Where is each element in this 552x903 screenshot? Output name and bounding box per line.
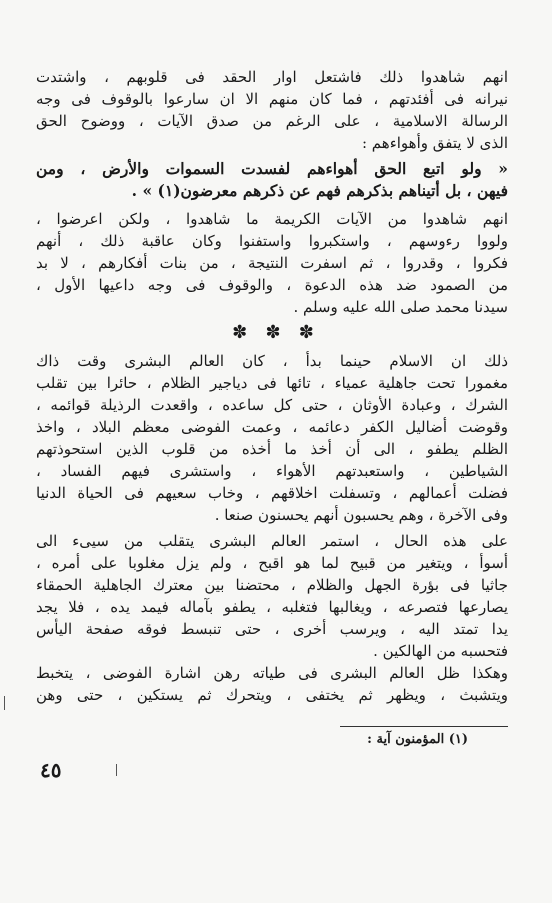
footnote: (١) المؤمنون آية :: [367, 732, 468, 747]
paragraph-line: جاثيا فى بؤرة الجهل والظلام ، محتضنا بين معترك الجاهلية الحمقاء: [36, 576, 508, 594]
paragraph-line: الرسالة الاسلامية ، على الرغم من صدق الآيات ، ووضوح الحق: [36, 112, 508, 130]
paragraph-line: مغمورا تحت جاهلية عمياء ، تائها فى دياجير الظلام ، حائرا بين تقلب: [36, 374, 508, 392]
paragraph-1: [36, 66, 508, 154]
paragraph-line: على هذه الحال ، استمر العالم البشرى يتقلب من سيىء الى: [36, 532, 508, 550]
paragraph-line: نيرانه فى أفئدتهم ، فما كان منهم الا ان سارعوا بالوقوف فى وجه: [36, 90, 508, 108]
paragraph-line: فتحسبه من الهالكين .: [373, 642, 508, 660]
paragraph-3: [36, 350, 508, 526]
paragraph-line: الشياطين ، واستعبدتهم الأهواء ، واستشرى فيهم الفساد ،: [36, 462, 508, 480]
paragraph-4: [36, 530, 508, 662]
paragraph-5: [36, 662, 508, 706]
paragraph-line: انهم شاهدوا ذلك فاشتعل اوار الحقد فى قلوبهم ، واشتدت: [36, 68, 508, 86]
paragraph-line: فضلت أعمالهم ، وتسفلت اخلاقهم ، وخاب سعيهم فى الحياة الدنيا: [36, 484, 508, 502]
footnote-separator: [340, 726, 508, 727]
paragraph-line: يدا تمتد اليه ، ويرسب أخرى ، حتى تنبسط فوقه صفحة اليأس: [36, 620, 508, 638]
paragraph-line: فكروا ، وقدروا ، ثم اسفرت النتيجة ، من بنات أفكارهم ، لا بد: [36, 254, 508, 272]
section-separator: ✽ ✽ ✽: [232, 322, 320, 343]
paragraph-line: الشرك ، وعبادة الأوثان ، حتى كل ساعده ، واقعدت الرذيلة قوائمه ،: [36, 396, 508, 414]
paragraph-line: الذى لا يتفق وأهواءهم :: [361, 134, 508, 152]
page-number: ٤٥: [40, 758, 62, 782]
paragraph-line: من الصمود ضد هذه الدعوة ، والوقوف فى وجه داعيها الأول ،: [36, 276, 508, 294]
paragraph-line: سيدنا محمد صلى الله عليه وسلم .: [293, 298, 508, 316]
paragraph-line: وفى الآخرة ، وهم يحسبون أنهم يحسنون صنعا .: [214, 506, 508, 524]
quote-line: فيهن ، بل أتيناهم بذكرهم فهم عن ذكرهم معرضون(١) » .: [131, 181, 508, 200]
quote-line: « ولو اتبع الحق أهواءهم لفسدت السموات والأرض ، ومن: [36, 159, 508, 178]
paragraph-line: الظلم يطفو ، الى أن أخذ ما أخذه من قلوب الذين استحوذتهم: [36, 440, 508, 458]
paragraph-line: ذلك ان الاسلام حينما بدأ ، كان العالم البشرى وقت ذاك: [36, 352, 508, 370]
margin-mark: [4, 696, 5, 710]
paragraph-line: يصارعها فتصرعه ، ويغالبها فتغلبه ، يطفو بآماله فيمد يده ، فلا يجد: [36, 598, 508, 616]
paragraph-line: ولووا رءوسهم ، واستكبروا واستفنوا وكان عاقبة ذلك ، أنهم: [36, 232, 508, 250]
paragraph-line: وقوضت أضاليل الكفر دعائمه ، وعمت الفوضى معظم البلاد ، واخذ: [36, 418, 508, 436]
paragraph-2: [36, 208, 508, 318]
paragraph-line: أسوأ ، ويتغير من قبيح لما هو اقبح ، ولم يزل مغلوبا على أمره ،: [36, 554, 508, 572]
margin-mark: [116, 764, 117, 776]
paragraph-line: وهكذا ظل العالم البشرى فى طياته رهن اشارة الفوضى ، يتخبط: [36, 664, 508, 682]
paragraph-line: ويتشبث ، ويظهر ثم يختفى ، ويتحرك ثم يستكين ، حتى وهن: [36, 686, 508, 704]
quranic-quote: [36, 158, 508, 202]
paragraph-line: انهم شاهدوا من الآيات الكريمة ما شاهدوا ، ولكن اعرضوا ،: [36, 210, 508, 228]
